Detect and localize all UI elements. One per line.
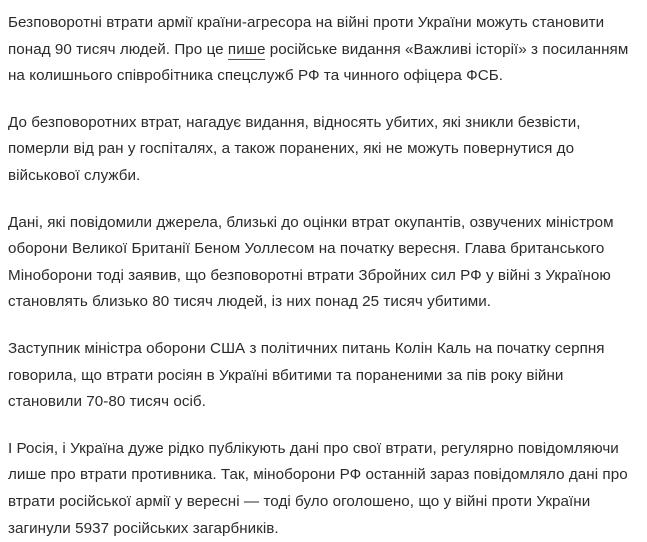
paragraph-text: Заступник міністра оборони США з політичних питань Колін Каль на початку серпня говорила, що втрати росіян в Україні вбитими та пораненими за пів року війни становили 70-80 тисяч осіб. <box>8 339 605 411</box>
article-paragraph-5 <box>8 436 633 542</box>
paragraph-text: До безповоротних втрат, нагадує видання, відносять убитих, які зникли безвісти, померли від ран у госпіталях, а також поранених, які не можуть повернутися до військової служби. <box>8 113 581 184</box>
article-paragraph-1 <box>8 10 633 90</box>
paragraph-text: російське видання «Важливі історії» з посиланням на колишнього співробітника спецслужб РФ та чинного офіцера ФСБ. <box>8 40 629 85</box>
paragraph-text: Дані, які повідомили джерела, близькі до оцінки втрат окупантів, озвучених міністром оборони Великої Британії Беном Уоллесом на початку вересня. Глава британського Міноборони тоді заявив, що безповоротні втрати Збройних сил РФ у війні з Україною становлять близько 80 тисяч людей, із них понад 25 тисяч убитими. <box>8 213 614 311</box>
article-paragraph-2 <box>8 110 633 190</box>
inline-link-pyshe[interactable]: пише <box>227 40 266 58</box>
paragraph-text: Безповоротні втрати армії країни-агресора на війні проти України можуть становити понад 90 тисяч людей. Про це <box>8 14 605 58</box>
paragraph-text: І Росія, і Україна дуже рідко публікують дані про свої втрати, регулярно повідомляючи лише про втрати противника. Так, міноборони РФ останній зараз повідомляло дані про втрати російської армії у вересні — тоді було оголошено, що у війні проти України загинули 5937 російських загарбників. <box>8 439 628 537</box>
article-paragraph-4 <box>8 336 633 416</box>
article-paragraph-3 <box>8 210 633 316</box>
